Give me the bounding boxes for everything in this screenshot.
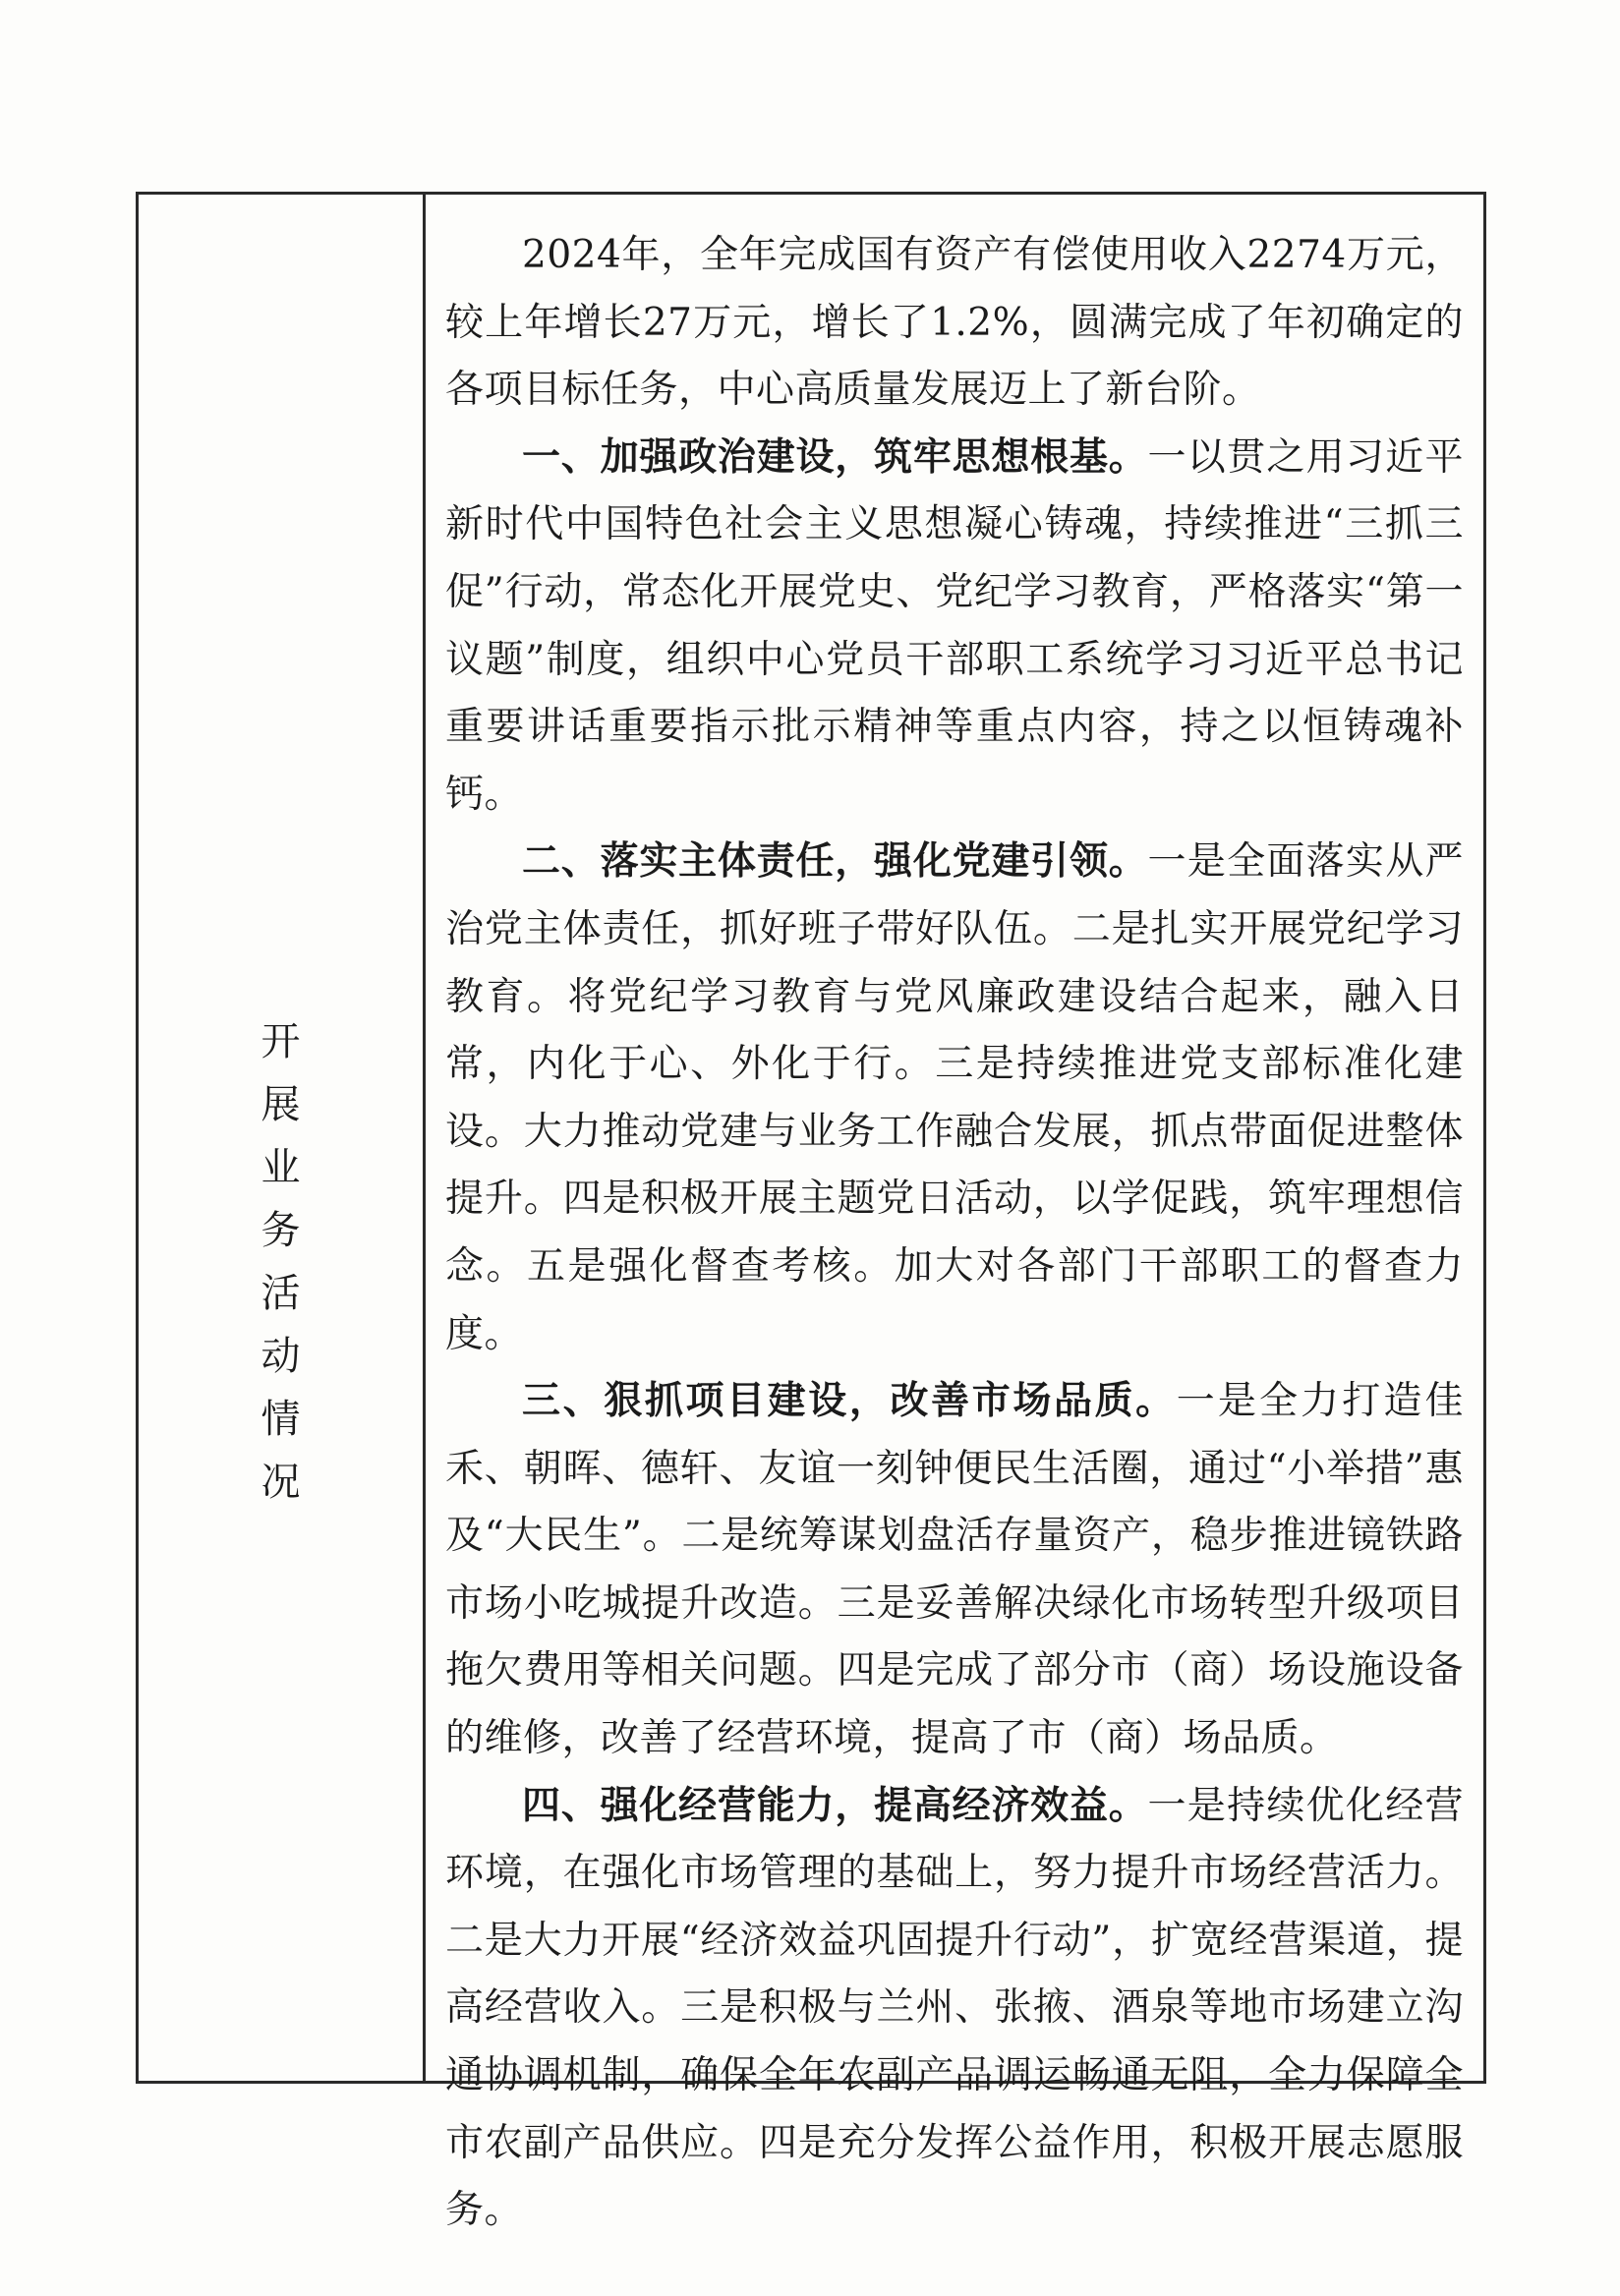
label-char: 况 bbox=[260, 1460, 301, 1505]
section-paragraph-4 bbox=[445, 1773, 1464, 2245]
label-char: 展 bbox=[260, 1082, 301, 1127]
label-char: 务 bbox=[260, 1208, 301, 1253]
section-text-1: 一以贯之用习近平新时代中国特色社会主义思想凝心铸魂，持续推进“三抓三促”行动，常态化开展党史、党纪学习教育，严格落实“第一议题”制度，组织中心党员干部职工系统学习习近平总书记重要讲话重要指示批示精神等重点内容，持之以恒铸魂补钙。 bbox=[445, 434, 1464, 817]
section-paragraph-3 bbox=[445, 1368, 1464, 1773]
label-char: 开 bbox=[260, 1019, 301, 1064]
section-paragraph-1 bbox=[445, 425, 1464, 830]
content-cell bbox=[426, 195, 1483, 2233]
section-text-3: 一是全力打造佳禾、朝晖、德轩、友谊一刻钟便民生活圈，通过“小举措”惠及“大民生”。二是统筹谋划盘活存量资产，稳步推进镜铁路市场小吃城提升改造。三是妥善解决绿化市场转型升级项目拖欠费用等相关问题。四是完成了部分市（商）场设施设备的维修，改善了经营环境，提高了市（商）场品质。 bbox=[445, 1379, 1464, 1761]
section-heading-1: 一、加强政治建设，筑牢思想根基。 bbox=[522, 434, 1148, 480]
row-label bbox=[139, 1010, 423, 1514]
section-text-4: 一是持续优化经营环境，在强化市场管理的基础上，努力提升市场经营活力。二是大力开展“经济效益巩固提升行动”，扩宽经营渠道，提高经营收入。三是积极与兰州、张掖、酒泉等地市场建立沟通协调机制，确保全年农副产品调运畅通无阻，全力保障全市农副产品供应。四是充分发挥公益作用，积极开展志愿服务。 bbox=[445, 1783, 1464, 2233]
section-heading-3: 三、狠抓项目建设，改善市场品质。 bbox=[522, 1379, 1177, 1424]
section-text-2: 一是全面落实从严治党主体责任，抓好班子带好队伍。二是扎实开展党纪学习教育。将党纪学习教育与党风廉政建设结合起来，融入日常，内化于心、外化于行。三是持续推进党支部标准化建设。大力推动党建与业务工作融合发展，抓点带面促进整体提升。四是积极开展主题党日活动，以学促践，筑牢理想信念。五是强化督查考核。加大对各部门干部职工的督查力度。 bbox=[445, 839, 1464, 1356]
label-char: 动 bbox=[260, 1334, 301, 1379]
label-char: 情 bbox=[260, 1397, 301, 1442]
section-paragraph-2 bbox=[445, 829, 1464, 1368]
label-cell bbox=[139, 195, 426, 2081]
section-heading-4: 四、强化经营能力，提高经济效益。 bbox=[522, 1783, 1148, 1828]
label-char: 业 bbox=[260, 1145, 301, 1190]
summary-text: 2024年，全年完成国有资产有偿使用收入2274万元，较上年增长27万元，增长了1.2%，圆满完成了年初确定的各项目标任务，中心高质量发展迈上了新台阶。 bbox=[445, 233, 1464, 413]
summary-paragraph bbox=[445, 222, 1464, 425]
label-char: 活 bbox=[260, 1271, 301, 1316]
form-table bbox=[136, 192, 1486, 2233]
section-heading-2: 二、落实主体责任，强化党建引领。 bbox=[522, 839, 1148, 885]
